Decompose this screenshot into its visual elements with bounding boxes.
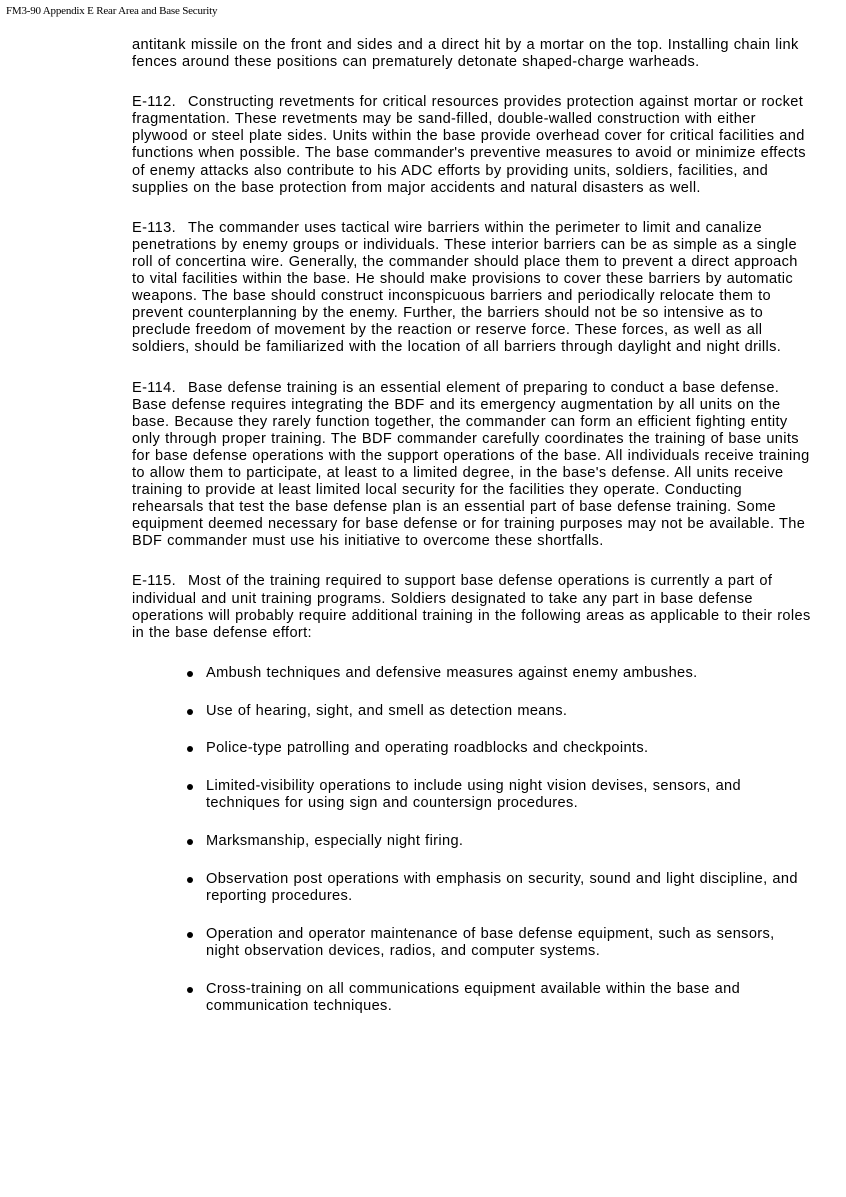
document-body	[132, 37, 812, 1035]
list-item-text: Cross-training on all communications equipment available within the base and communication techniques.	[206, 980, 741, 1014]
list-item	[206, 778, 812, 812]
bullet-icon	[187, 987, 193, 993]
training-areas-list	[132, 665, 812, 1015]
paragraph-text: The commander uses tactical wire barriers within the perimeter to limit and canalize penetrations by enemy groups or individuals. These interior barriers can be as simple as a single roll of concertina wire. Generally, the commander should place them to prevent a direct approach to vital facilities within the base. He should make provisions to cover these barriers by automatic weapons. The base should construct inconspicuous barriers and periodically relocate them to prevent counterplanning by the enemy. Further, the barriers should not be so intensive as to preclude freedom of movement by the reaction or reserve force. These forces, as well as all soldiers, should be familiarized with the location of all barriers through daylight and night drills.	[132, 219, 798, 356]
bullet-icon	[187, 877, 193, 883]
list-item	[206, 871, 812, 905]
bullet-icon	[187, 671, 193, 677]
bullet-icon	[187, 932, 193, 938]
running-header: FM3-90 Appendix E Rear Area and Base Security	[6, 5, 218, 17]
list-item-text: Observation post operations with emphasis on security, sound and light discipline, and reporting procedures.	[206, 870, 798, 904]
paragraph-e-115	[132, 573, 812, 641]
list-item	[206, 833, 812, 850]
paragraph-number: E-115.	[132, 573, 177, 590]
paragraph-e-114	[132, 380, 812, 551]
paragraph-e-112	[132, 94, 812, 197]
bullet-icon	[187, 709, 193, 715]
bullet-icon	[187, 784, 193, 790]
list-item-text: Use of hearing, sight, and smell as detection means.	[206, 702, 568, 719]
paragraph-number: E-112.	[132, 94, 177, 111]
paragraph-text: Base defense training is an essential element of preparing to conduct a base defense. Base defense requires integrating the BDF and its emergency augmentation by all units on the base. Because they rarely function together, the commander can form an efficient fighting entity only through proper training. The BDF commander carefully coordinates the training of base units for base defense operations with the support operations of the base. All individuals receive training to allow them to participate, at least to a limited degree, in the base's defense. All units receive training to provide at least limited local security for the facilities they operate. Conducting rehearsals that test the base defense plan is an essential part of base defense training. Some equipment deemed necessary for base defense or for training purposes may not be available. The BDF commander must use his initiative to overcome these shortfalls.	[132, 379, 810, 550]
list-item	[206, 740, 812, 757]
list-item	[206, 981, 812, 1015]
bullet-icon	[187, 746, 193, 752]
paragraph-text: Most of the training required to support base defense operations is currently a part of individual and unit training programs. Soldiers designated to take any part in base defense operations will probably require additional training in the following areas as applicable to their roles in the base defense effort:	[132, 573, 811, 641]
list-item-text: Operation and operator maintenance of base defense equipment, such as sensors, night observation devices, radios, and computer systems.	[206, 925, 775, 959]
list-item	[206, 665, 812, 682]
list-item-text: Police-type patrolling and operating roadblocks and checkpoints.	[206, 740, 649, 757]
paragraph-text: Constructing revetments for critical resources provides protection against mortar or rocket fragmentation. These revetments may be sand-filled, double-walled construction with either plywood or steel plate sides. Units within the base provide overhead cover for critical facilities and functions when possible. The base commander's preventive measures to avoid or minimize effects of enemy attacks also contribute to his ADC efforts by providing units, soldiers, facilities, and supplies on the base protection from major accidents and natural disasters as well.	[132, 94, 806, 196]
continued-paragraph: antitank missile on the front and sides and a direct hit by a mortar on the top. Installing chain link fences around these positions can prematurely detonate shaped-charge warheads.	[132, 37, 799, 71]
list-item-text: Ambush techniques and defensive measures against enemy ambushes.	[206, 664, 698, 681]
list-item-text: Marksmanship, especially night firing.	[206, 833, 464, 850]
list-item-text: Limited-visibility operations to include using night vision devises, sensors, and techniques for using sign and countersign procedures.	[206, 778, 741, 812]
paragraph-number: E-114.	[132, 379, 177, 396]
paragraph-e-113	[132, 220, 812, 357]
list-item	[206, 926, 812, 960]
list-item	[206, 703, 812, 720]
bullet-icon	[187, 839, 193, 845]
paragraph-number: E-113.	[132, 219, 177, 236]
